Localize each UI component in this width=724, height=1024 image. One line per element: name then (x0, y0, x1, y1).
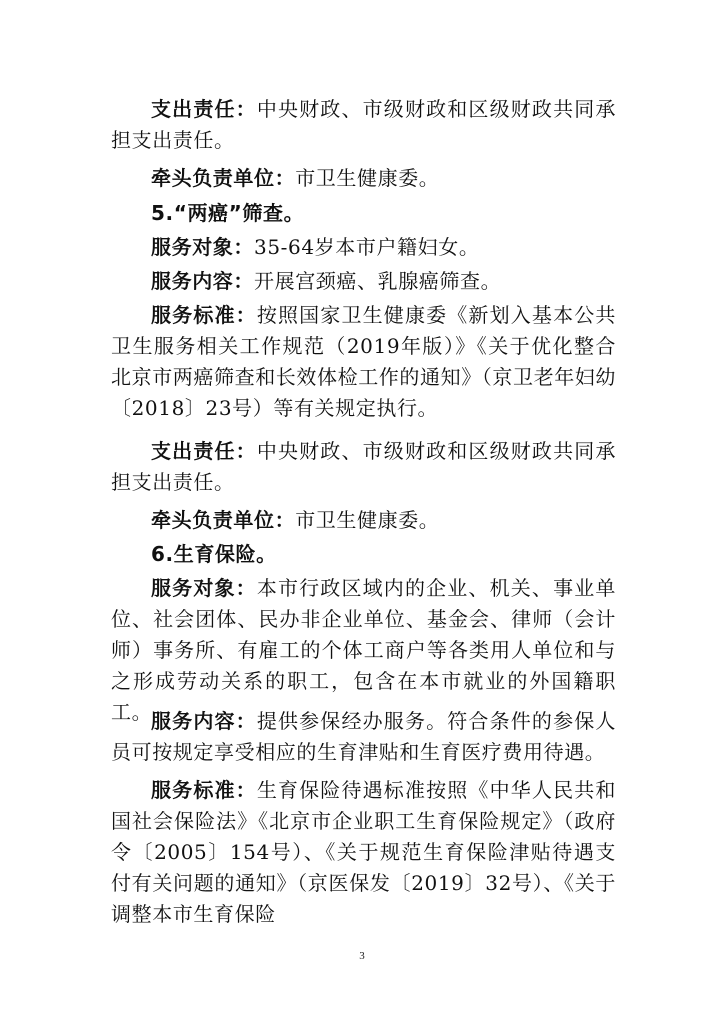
paragraph-label: 支出责任： (151, 97, 257, 121)
section-heading-maternity-insurance: 6.生育保险。 (151, 542, 277, 566)
paragraph-service-standard-2 (111, 775, 616, 930)
paragraph-service-target-1 (111, 232, 616, 263)
paragraph-service-content-2 (111, 706, 616, 768)
paragraph-expenditure-responsibility-1 (111, 94, 616, 156)
paragraph-text: 生育保险待遇标准按照《中华人民共和国社会保险法》《北京市企业职工生育保险规定》（政府令〔2005〕154号）、《关于规范生育保险津贴待遇支付有关问题的通知》（京医保发〔2019〕32号）、《关于调整本市生育保险 (111, 778, 617, 926)
paragraph-label: 牵头负责单位： (151, 166, 296, 190)
paragraph-label: 支出责任： (151, 439, 257, 463)
paragraph-lead-unit-2 (111, 505, 616, 536)
paragraph-text: 开展宫颈癌、乳腺癌筛查。 (254, 269, 502, 293)
paragraph-label: 服务内容： (151, 709, 257, 733)
paragraph-expenditure-responsibility-2 (111, 436, 616, 498)
paragraph-lead-unit-1 (111, 163, 616, 194)
paragraph-text: 中央财政、市级财政和区级财政共同承担支出责任。 (111, 439, 617, 494)
paragraph-label: 服务标准： (151, 778, 257, 802)
paragraph-label: 服务对象： (151, 235, 254, 259)
page-number: 3 (359, 950, 365, 962)
paragraph-label: 服务对象： (151, 576, 257, 600)
paragraph-service-target-2 (111, 573, 616, 728)
paragraph-text: 本市行政区域内的企业、机关、事业单位、社会团体、民办非企业单位、基金会、律师（会计师）事务所、有雇工的个体工商户等各类用人单位和与之形成劳动关系的职工，包含在本市就业的外国籍职工。 (111, 576, 617, 724)
paragraph-label: 服务标准： (151, 303, 257, 327)
paragraph-service-standard-1 (111, 300, 616, 424)
paragraph-text: 35-64岁本市户籍妇女。 (254, 235, 480, 259)
section-heading-two-cancers-screening: 5.“两癌”筛查。 (151, 201, 305, 225)
paragraph-text: 按照国家卫生健康委《新划入基本公共卫生服务相关工作规范（2019年版）》《关于优化整合北京市两癌筛查和长效体检工作的通知》（京卫老年妇幼〔2018〕23号）等有关规定执行。 (111, 303, 617, 420)
paragraph-text: 提供参保经办服务。符合条件的参保人员可按规定享受相应的生育津贴和生育医疗费用待遇。 (111, 709, 617, 764)
paragraph-text: 市卫生健康委。 (295, 508, 440, 532)
paragraph-label: 牵头负责单位： (151, 508, 296, 532)
paragraph-text: 市卫生健康委。 (295, 166, 440, 190)
paragraph-service-content-1 (111, 266, 616, 297)
paragraph-text: 中央财政、市级财政和区级财政共同承担支出责任。 (111, 97, 617, 152)
paragraph-label: 服务内容： (151, 269, 254, 293)
